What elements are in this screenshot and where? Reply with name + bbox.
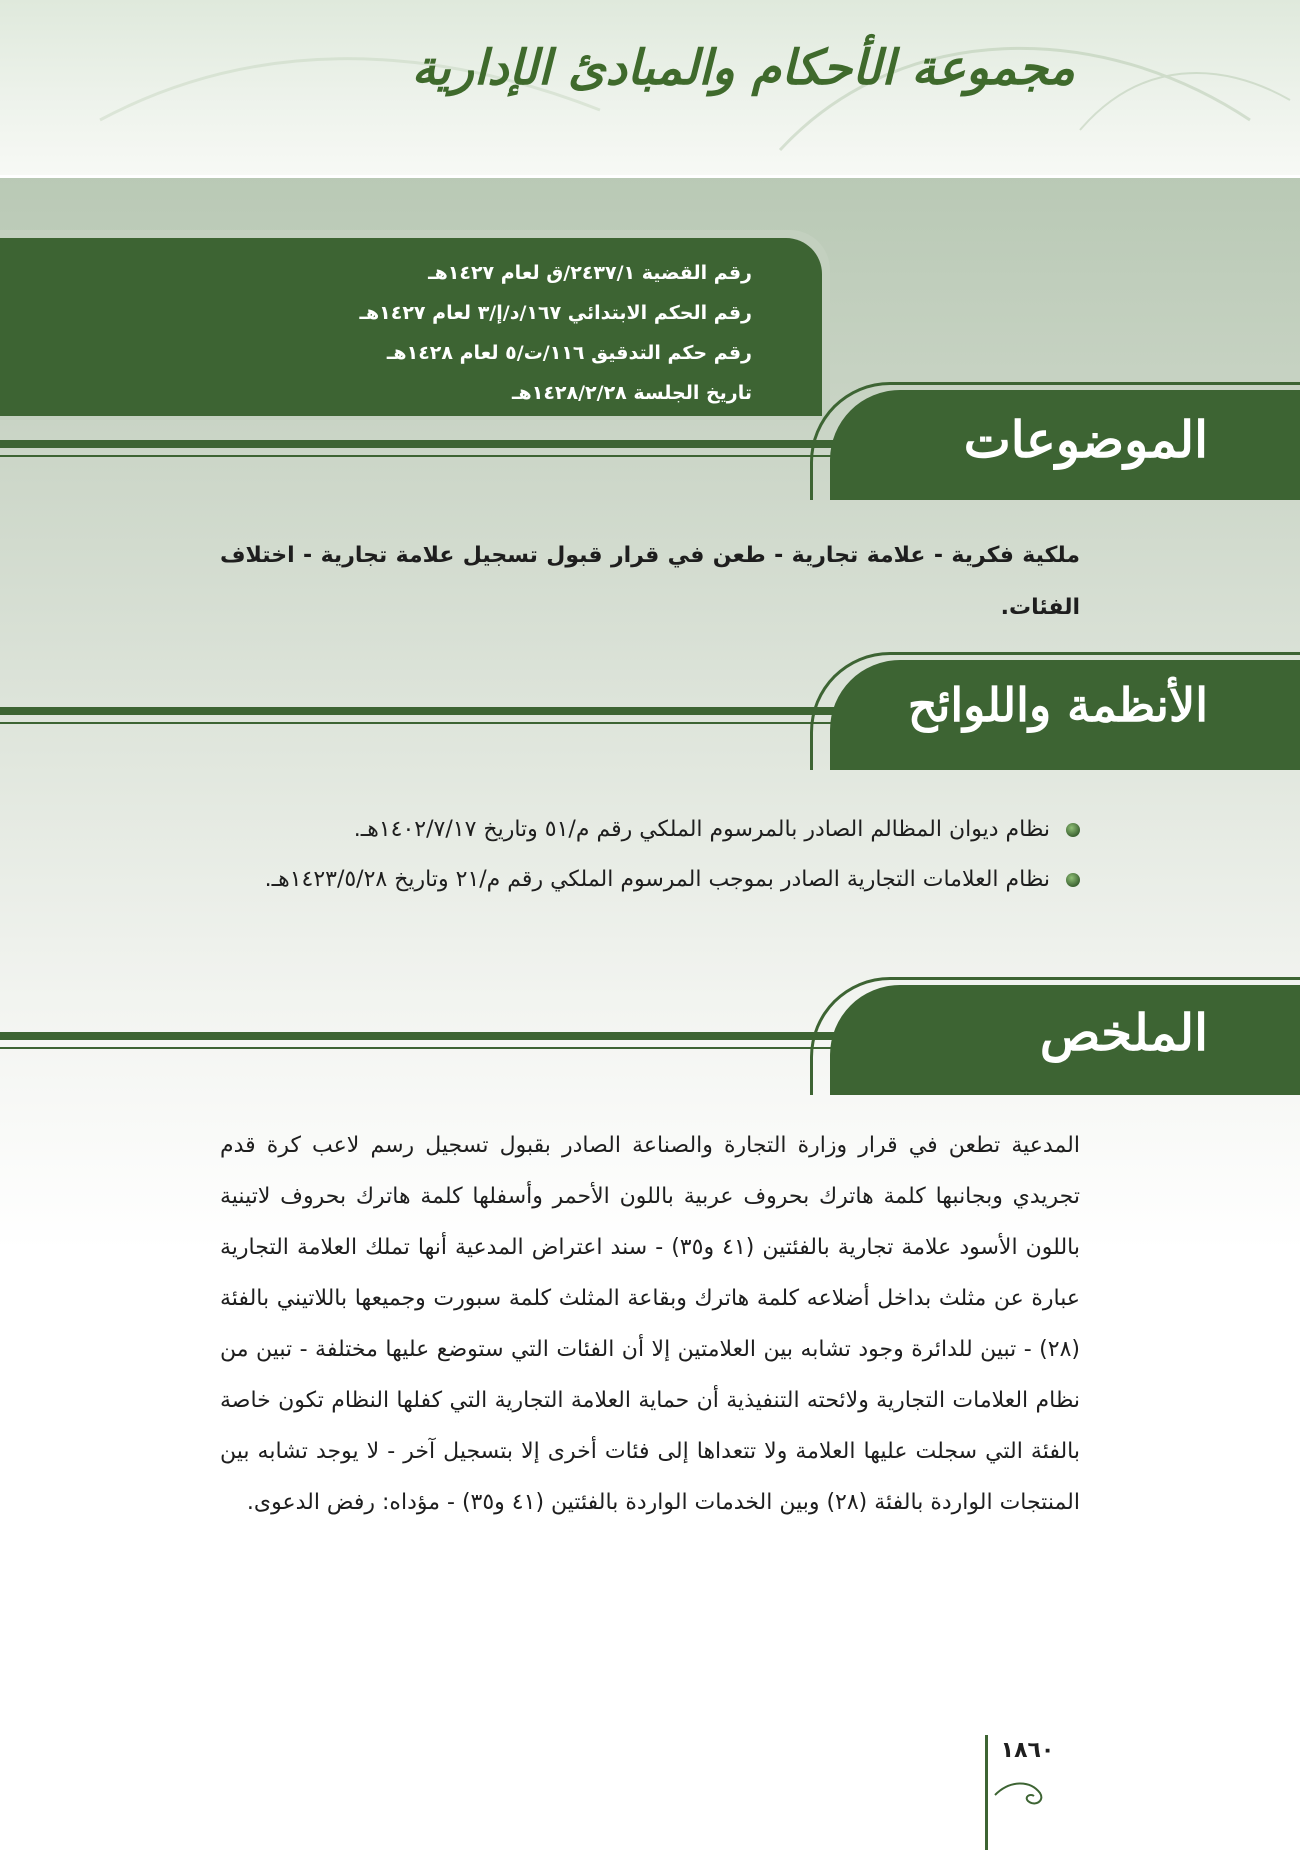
session-date: تاريخ الجلسة ١٤٢٨/٢/٢٨هـ: [512, 382, 752, 404]
bullet-icon: [1066, 873, 1080, 887]
regulation-text: نظام العلامات التجارية الصادر بموجب المرسوم الملكي رقم م/٢١ وتاريخ ١٤٢٣/٥/٢٨هـ.: [264, 867, 1050, 892]
regulations-list: [220, 805, 1080, 905]
topics-text: ملكية فكرية - علامة تجارية - طعن في قرار قبول تسجيل علامة تجارية - اختلاف الفئات.: [220, 543, 1080, 620]
summary-text: المدعية تطعن في قرار وزارة التجارة والصناعة الصادر بقبول تسجيل رسم لاعب كرة قدم تجريدي وبجانبها كلمة هاترك بحروف عربية باللون الأحمر وأسفلها كلمة هاترك بحروف لاتينية باللون الأسود علامة تجارية بالفئتين (٤١ و٣٥) - سند اعتراض المدعية أنها تملك العلامة التجارية عبارة عن مثلث بداخل أضلاعه كلمة هاترك وبقاعة المثلث كلمة سبورت وجميعها باللاتيني بالفئة (٢٨) - تبين للدائرة وجود تشابه بين العلامتين إلا أن الفئات التي ستوضع عليها مختلفة - تبين من نظام العلامات التجارية ولائحته التنفيذية أن حماية العلامة التجارية التي كفلها النظام تكون خاصة بالفئة التي سجلت عليها العلامة ولا تتعداها إلى فئات أخرى إلا بتسجيل آخر - لا يوجد تشابه بين المنتجات الواردة بالفئة (٢٨) وبين الخدمات الواردة بالفئتين (٤١ و٣٥) - مؤداه: رفض الدعوى.: [220, 1133, 1080, 1515]
regulation-text: نظام ديوان المظالم الصادر بالمرسوم الملكي رقم م/٥١ وتاريخ ١٤٠٢/٧/١٧هـ.: [353, 817, 1050, 842]
bullet-icon: [1066, 823, 1080, 837]
book-title: مجموعة الأحكام والمبادئ الإدارية: [411, 40, 1075, 96]
regulation-item: [220, 855, 1080, 905]
audit-judgment-number: رقم حكم التدقيق ١١٦/ت/٥ لعام ١٤٢٨هـ: [386, 342, 752, 364]
page-number: ١٨٦٠: [1000, 1738, 1055, 1763]
regulations-title: الأنظمة واللوائح: [907, 678, 1208, 732]
initial-judgment-number: رقم الحكم الابتدائي ١٦٧/د/إ/٣ لعام ١٤٢٧هـ: [359, 302, 752, 324]
case-info-lines: [292, 253, 752, 413]
page-header: [0, 0, 1300, 178]
case-number: رقم القضية ٢٤٣٧/١/ق لعام ١٤٢٧هـ: [428, 262, 752, 284]
swirl-ornament-icon: [990, 1775, 1050, 1815]
regulation-item: [220, 805, 1080, 855]
topics-title: الموضوعات: [963, 410, 1208, 469]
footer-divider: [985, 1735, 988, 1850]
summary-title: الملخص: [1039, 1003, 1208, 1062]
